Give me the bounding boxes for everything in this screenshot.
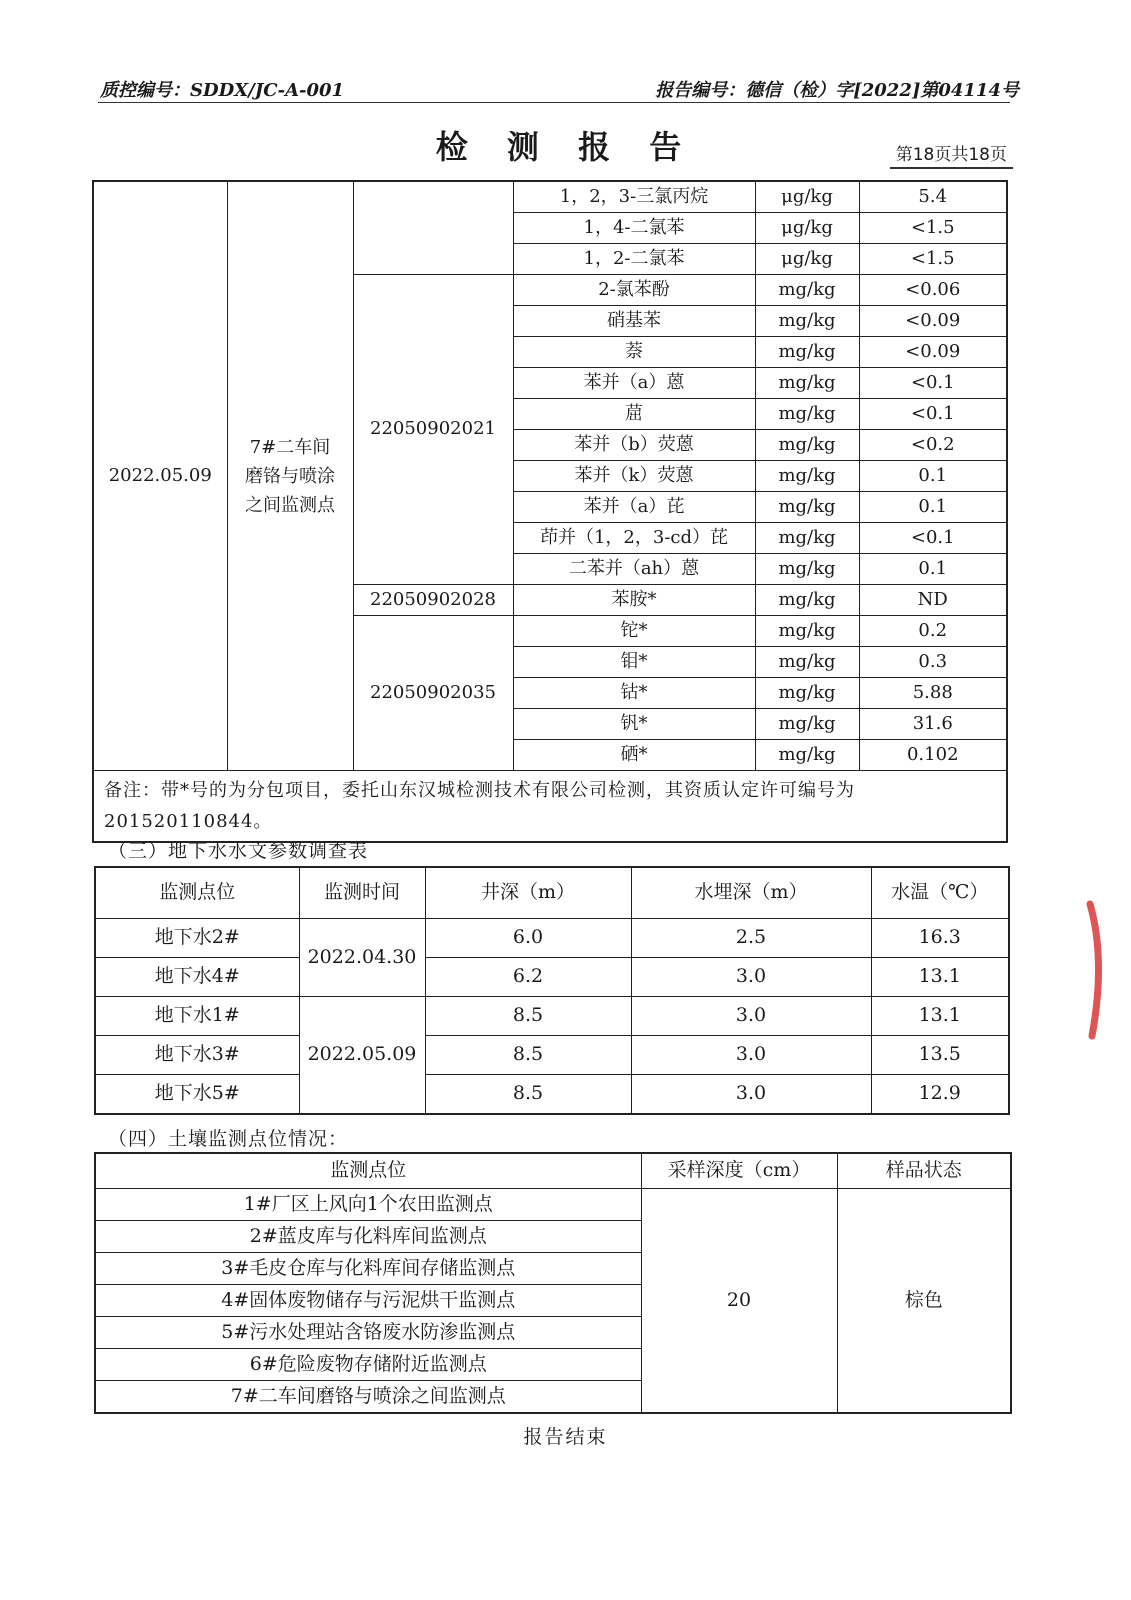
header-site: 监测点位 (95, 867, 299, 919)
table-cell: 13.5 (871, 1036, 1009, 1075)
cell-value: 0.102 (859, 740, 1007, 771)
results-table (92, 180, 1008, 843)
table-cell: 8.5 (425, 1036, 631, 1075)
cell-value: <0.09 (859, 337, 1007, 368)
table-cell: 地下水5# (95, 1075, 299, 1115)
cell-item: 萘 (513, 337, 755, 368)
cell-value: <0.1 (859, 523, 1007, 554)
cell-item: 铊* (513, 616, 755, 647)
cell-unit: mg/kg (755, 461, 859, 492)
cell-item: 钒* (513, 709, 755, 740)
cell-item: 1，2，3-三氯丙烷 (513, 181, 755, 213)
cell-value: <0.1 (859, 368, 1007, 399)
table-cell: 2022.04.30 (299, 919, 425, 997)
table-cell: 1#厂区上风向1个农田监测点 (95, 1189, 641, 1221)
cell-value: 0.2 (859, 616, 1007, 647)
table-cell: 3.0 (631, 1036, 871, 1075)
seal-stamp-fragment (1084, 900, 1114, 1040)
cell-unit: mg/kg (755, 368, 859, 399)
report-end: 报告结束 (523, 1426, 608, 1448)
header-sample-state: 样品状态 (837, 1153, 1011, 1189)
cell-unit: mg/kg (755, 523, 859, 554)
cell-item: 钼* (513, 647, 755, 678)
table-cell: 8.5 (425, 1075, 631, 1115)
table-cell: 地下水4# (95, 958, 299, 997)
cell-value: <1.5 (859, 213, 1007, 244)
cell-item: 硒* (513, 740, 755, 771)
table-cell: 12.9 (871, 1075, 1009, 1115)
cell-unit: mg/kg (755, 492, 859, 523)
cell-value: 5.4 (859, 181, 1007, 213)
cell-item: 苯并（b）荧蒽 (513, 430, 755, 461)
table-cell: 13.1 (871, 997, 1009, 1036)
cell-unit: mg/kg (755, 616, 859, 647)
table-cell: 5#污水处理站含铬废水防渗监测点 (95, 1317, 641, 1349)
soil-sites-table (94, 1152, 1012, 1414)
cell-unit: mg/kg (755, 585, 859, 616)
table-cell: 地下水2# (95, 919, 299, 958)
report-title: 检 测 报 告 (435, 128, 696, 166)
cell-value: 0.1 (859, 492, 1007, 523)
table-cell: 6.2 (425, 958, 631, 997)
cell-unit: mg/kg (755, 337, 859, 368)
table-row (93, 181, 1007, 213)
cell-item: 苯胺* (513, 585, 755, 616)
sample-id: 22050902028 (353, 585, 513, 616)
cell-item: 苯并（a）蒽 (513, 368, 755, 399)
cell-item: 茚并（1，2，3-cd）芘 (513, 523, 755, 554)
table-cell: 2#蓝皮库与化料库间监测点 (95, 1221, 641, 1253)
table-cell: 2.5 (631, 919, 871, 958)
section3-title: （三）地下水水文参数调查表 (108, 840, 369, 862)
cell-unit: mg/kg (755, 678, 859, 709)
cell-value: 0.3 (859, 647, 1007, 678)
header-sample-depth: 采样深度（cm） (641, 1153, 837, 1189)
table-cell: 8.5 (425, 997, 631, 1036)
sample-id: 22050902021 (353, 275, 513, 585)
table-cell: 3.0 (631, 997, 871, 1036)
cell-value: 31.6 (859, 709, 1007, 740)
cell-item: 1，4-二氯苯 (513, 213, 755, 244)
cell-item: 钴* (513, 678, 755, 709)
sample-id: 22050902035 (353, 616, 513, 771)
sample-state-value: 棕色 (837, 1189, 1011, 1414)
cell-unit: mg/kg (755, 306, 859, 337)
cell-unit: μg/kg (755, 244, 859, 275)
header-water-depth: 水埋深（m） (631, 867, 871, 919)
cell-unit: mg/kg (755, 740, 859, 771)
cell-value: 5.88 (859, 678, 1007, 709)
cell-item: 苯并（k）荧蒽 (513, 461, 755, 492)
table-cell: 4#固体废物储存与污泥烘干监测点 (95, 1285, 641, 1317)
header-water-temp: 水温（℃） (871, 867, 1009, 919)
cell-value: 0.1 (859, 461, 1007, 492)
cell-unit: μg/kg (755, 181, 859, 213)
cell-item: 䓛 (513, 399, 755, 430)
table-cell: 16.3 (871, 919, 1009, 958)
table-cell: 6.0 (425, 919, 631, 958)
groundwater-table (94, 866, 1010, 1115)
header-divider (98, 102, 1010, 103)
cell-item: 苯并（a）芘 (513, 492, 755, 523)
table-cell: 3.0 (631, 1075, 871, 1115)
cell-unit: mg/kg (755, 554, 859, 585)
header-time: 监测时间 (299, 867, 425, 919)
qc-number: 质控编号：SDDX/JC-A-001 (100, 80, 345, 101)
cell-value: <0.06 (859, 275, 1007, 306)
report-number: 报告编号：德信（检）字[2022]第04114号 (655, 80, 1019, 101)
remark-note: 备注：带*号的为分包项目，委托山东汉城检测技术有限公司检测，其资质认定许可编号为201520110844。 (93, 771, 1007, 843)
section4-title: （四）土壤监测点位情况： (108, 1128, 349, 1150)
cell-unit: mg/kg (755, 399, 859, 430)
cell-value: <0.1 (859, 399, 1007, 430)
cell-value: <1.5 (859, 244, 1007, 275)
cell-unit: μg/kg (755, 213, 859, 244)
cell-value: <0.2 (859, 430, 1007, 461)
table-cell: 13.1 (871, 958, 1009, 997)
cell-item: 2-氯苯酚 (513, 275, 755, 306)
page-info: 第18页共18页 (890, 140, 1013, 169)
table-cell: 地下水3# (95, 1036, 299, 1075)
cell-unit: mg/kg (755, 647, 859, 678)
sample-id (353, 181, 513, 275)
table-cell: 2022.05.09 (299, 997, 425, 1115)
cell-item: 二苯并（ah）蒽 (513, 554, 755, 585)
cell-value: ND (859, 585, 1007, 616)
table-cell: 6#危险废物存储附近监测点 (95, 1349, 641, 1381)
table-cell: 7#二车间磨铬与喷涂之间监测点 (95, 1381, 641, 1414)
cell-value: 0.1 (859, 554, 1007, 585)
cell-unit: mg/kg (755, 430, 859, 461)
cell-unit: mg/kg (755, 709, 859, 740)
header-soil-site: 监测点位 (95, 1153, 641, 1189)
cell-unit: mg/kg (755, 275, 859, 306)
header-well-depth: 井深（m） (425, 867, 631, 919)
table-cell: 3.0 (631, 958, 871, 997)
cell-item: 硝基苯 (513, 306, 755, 337)
cell-item: 1，2-二氯苯 (513, 244, 755, 275)
sample-depth-value: 20 (641, 1189, 837, 1414)
sample-site: 7#二车间磨铬与喷涂之间监测点 (227, 181, 353, 771)
sample-date: 2022.05.09 (93, 181, 227, 771)
table-cell: 地下水1# (95, 997, 299, 1036)
table-cell: 3#毛皮仓库与化料库间存储监测点 (95, 1253, 641, 1285)
cell-value: <0.09 (859, 306, 1007, 337)
